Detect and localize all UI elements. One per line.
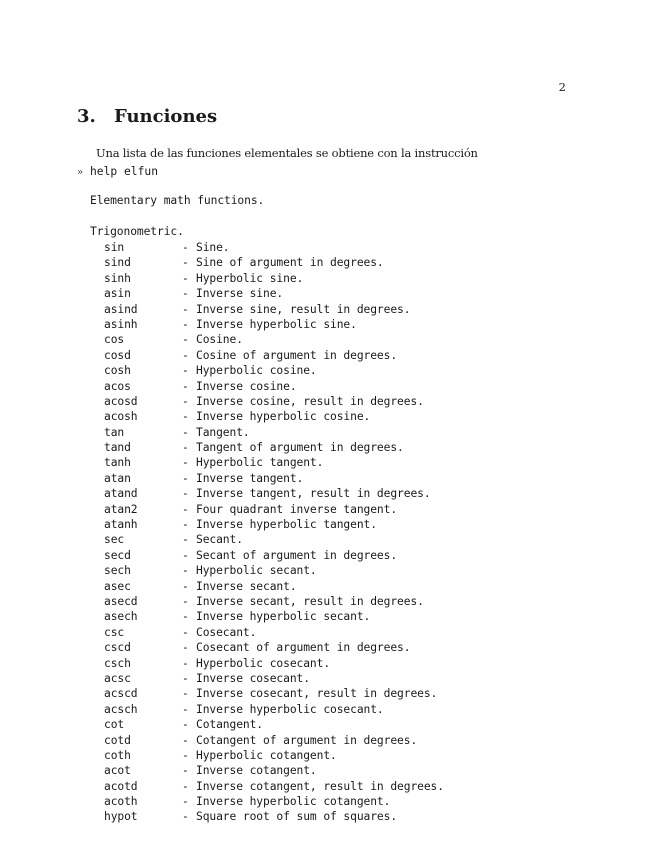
dash-separator: - (182, 610, 189, 624)
function-row (104, 717, 444, 732)
function-row (104, 317, 444, 332)
function-description: Hyperbolic cotangent. (196, 748, 337, 762)
function-name: acosh (104, 410, 138, 424)
function-name: asec (104, 579, 131, 593)
dash-separator: - (182, 548, 189, 562)
function-row (104, 255, 444, 270)
function-name: csch (104, 656, 131, 670)
function-description: Inverse secant, result in degrees. (196, 594, 424, 608)
function-name: tan (104, 425, 125, 439)
dash-separator: - (182, 425, 189, 439)
function-row (104, 363, 444, 378)
function-row (104, 348, 444, 363)
function-name: asecd (104, 594, 138, 608)
prompt-icon: » (77, 167, 84, 178)
section-heading (77, 105, 217, 129)
dash-separator: - (182, 394, 189, 408)
function-description: Cosine of argument in degrees. (196, 348, 398, 362)
function-row (104, 548, 444, 563)
dash-separator: - (182, 564, 189, 578)
function-description: Hyperbolic cosine. (196, 364, 317, 378)
function-description: Cosine. (196, 333, 243, 347)
function-description: Hyperbolic tangent. (196, 456, 324, 470)
function-name: hypot (104, 810, 138, 824)
function-description: Hyperbolic cosecant. (196, 656, 331, 670)
function-name: sec (104, 533, 125, 547)
intro-paragraph: Una lista de las funciones elementales se obtiene con la instrucción (96, 146, 478, 160)
function-name: acosd (104, 394, 138, 408)
function-row (104, 686, 444, 701)
function-description: Four quadrant inverse tangent. (196, 502, 398, 516)
dash-separator: - (182, 594, 189, 608)
function-description: Cosecant of argument in degrees. (196, 641, 411, 655)
function-description: Inverse secant. (196, 579, 297, 593)
function-row (104, 656, 444, 671)
function-row (104, 379, 444, 394)
function-row (104, 425, 444, 440)
function-description: Inverse hyperbolic tangent. (196, 518, 377, 532)
dash-separator: - (182, 256, 189, 270)
function-row (104, 302, 444, 317)
dash-separator: - (182, 471, 189, 485)
dash-separator: - (182, 410, 189, 424)
function-name: acscd (104, 687, 138, 701)
dash-separator: - (182, 317, 189, 331)
function-description: Inverse hyperbolic secant. (196, 610, 371, 624)
function-name: acotd (104, 779, 138, 793)
function-description: Inverse tangent, result in degrees. (196, 487, 431, 501)
function-row (104, 486, 444, 501)
command-line (77, 164, 158, 180)
function-description: Inverse cotangent, result in degrees. (196, 779, 444, 793)
function-description: Sine of argument in degrees. (196, 256, 384, 270)
dash-separator: - (182, 441, 189, 455)
function-row (104, 409, 444, 424)
dash-separator: - (182, 302, 189, 316)
section-number: 3. (77, 106, 96, 127)
help-heading: Elementary math functions. (90, 194, 265, 207)
function-name: csc (104, 625, 125, 639)
function-row (104, 563, 444, 578)
dash-separator: - (182, 702, 189, 716)
dash-separator: - (182, 810, 189, 824)
function-row (104, 532, 444, 547)
function-name: acot (104, 764, 131, 778)
dash-separator: - (182, 779, 189, 793)
dash-separator: - (182, 718, 189, 732)
function-description: Inverse hyperbolic cotangent. (196, 795, 391, 809)
function-row (104, 440, 444, 455)
function-row (104, 271, 444, 286)
function-description: Cosecant. (196, 625, 257, 639)
function-name: cos (104, 333, 125, 347)
dash-separator: - (182, 764, 189, 778)
function-row (104, 671, 444, 686)
dash-separator: - (182, 641, 189, 655)
function-description: Inverse cotangent. (196, 764, 317, 778)
section-title: Funciones (114, 106, 218, 127)
dash-separator: - (182, 348, 189, 362)
function-name: sech (104, 564, 131, 578)
function-row (104, 809, 444, 824)
dash-separator: - (182, 379, 189, 393)
function-row (104, 332, 444, 347)
function-description: Inverse cosine. (196, 379, 297, 393)
function-description: Tangent of argument in degrees. (196, 441, 404, 455)
page-number: 2 (558, 80, 566, 94)
function-row (104, 763, 444, 778)
function-name: sin (104, 241, 125, 254)
function-row (104, 517, 444, 532)
function-name: asind (104, 302, 138, 316)
function-name: atan (104, 471, 131, 485)
function-name: acos (104, 379, 131, 393)
function-description: Inverse cosecant, result in degrees. (196, 687, 438, 701)
dash-separator: - (182, 487, 189, 501)
function-row (104, 702, 444, 717)
function-description: Inverse hyperbolic sine. (196, 317, 357, 331)
function-description: Inverse hyperbolic cosecant. (196, 702, 384, 716)
function-row (104, 579, 444, 594)
function-name: coth (104, 748, 131, 762)
dash-separator: - (182, 287, 189, 301)
function-row (104, 794, 444, 809)
function-name: sinh (104, 271, 131, 285)
group-title: Trigonometric. (90, 225, 184, 238)
function-description: Inverse cosine, result in degrees. (196, 394, 424, 408)
function-description: Hyperbolic secant. (196, 564, 317, 578)
function-name: acoth (104, 795, 138, 809)
function-description: Sine. (196, 241, 230, 254)
function-name: tand (104, 441, 131, 455)
function-row (104, 455, 444, 470)
function-row (104, 502, 444, 517)
function-row (104, 733, 444, 748)
dash-separator: - (182, 518, 189, 532)
dash-separator: - (182, 271, 189, 285)
function-row (104, 640, 444, 655)
dash-separator: - (182, 364, 189, 378)
function-description: Inverse sine. (196, 287, 284, 301)
function-name: cosh (104, 364, 131, 378)
function-row (104, 286, 444, 301)
function-name: acsc (104, 671, 131, 685)
function-row (104, 748, 444, 763)
function-name: cosd (104, 348, 131, 362)
dash-separator: - (182, 533, 189, 547)
dash-separator: - (182, 656, 189, 670)
function-description: Inverse tangent. (196, 471, 304, 485)
function-description: Secant of argument in degrees. (196, 548, 398, 562)
dash-separator: - (182, 687, 189, 701)
function-name: cscd (104, 641, 131, 655)
function-name: atanh (104, 518, 138, 532)
dash-separator: - (182, 795, 189, 809)
function-row (104, 240, 444, 255)
dash-separator: - (182, 456, 189, 470)
function-name: cot (104, 718, 125, 732)
function-name: asinh (104, 317, 138, 331)
function-row (104, 609, 444, 624)
command-text: help elfun (90, 165, 159, 178)
function-description: Tangent. (196, 425, 250, 439)
function-list (104, 240, 444, 825)
function-description: Square root of sum of squares. (196, 810, 398, 824)
function-row (104, 594, 444, 609)
function-name: atan2 (104, 502, 138, 516)
function-row (104, 471, 444, 486)
function-description: Inverse sine, result in degrees. (196, 302, 411, 316)
function-row (104, 779, 444, 794)
dash-separator: - (182, 625, 189, 639)
function-name: sind (104, 256, 131, 270)
function-description: Cotangent of argument in degrees. (196, 733, 418, 747)
dash-separator: - (182, 241, 189, 254)
function-name: secd (104, 548, 131, 562)
function-name: asech (104, 610, 138, 624)
function-row (104, 394, 444, 409)
dash-separator: - (182, 333, 189, 347)
function-row (104, 625, 444, 640)
function-name: asin (104, 287, 131, 301)
dash-separator: - (182, 671, 189, 685)
function-description: Cotangent. (196, 718, 264, 732)
function-name: tanh (104, 456, 131, 470)
dash-separator: - (182, 579, 189, 593)
function-description: Inverse cosecant. (196, 671, 310, 685)
dash-separator: - (182, 748, 189, 762)
function-description: Inverse hyperbolic cosine. (196, 410, 371, 424)
function-name: atand (104, 487, 138, 501)
function-name: acsch (104, 702, 138, 716)
dash-separator: - (182, 733, 189, 747)
function-description: Secant. (196, 533, 243, 547)
dash-separator: - (182, 502, 189, 516)
function-name: cotd (104, 733, 131, 747)
function-description: Hyperbolic sine. (196, 271, 304, 285)
